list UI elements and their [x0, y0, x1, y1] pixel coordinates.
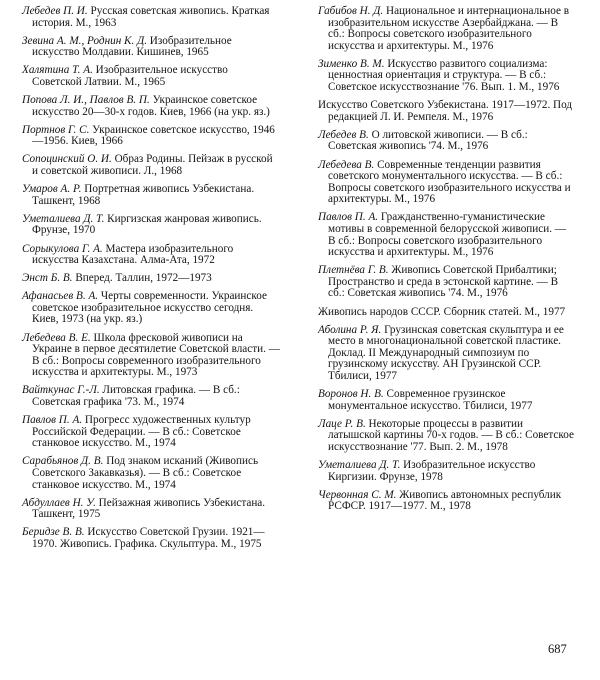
entry-title: Изобразительное искусство Советской Латвии. М., 1965 — [32, 64, 228, 88]
entry-author: Габибов Н. Д. — [318, 5, 384, 17]
bibliography-entry — [22, 333, 280, 379]
entry-author: Воронов Н. В. — [318, 388, 384, 401]
entry-author: Лаце Р. В. — [318, 417, 366, 430]
entry-author: Афанасьев В. А. — [22, 290, 99, 303]
entry-title: Прогресс художественных культур Российской Федерации. — В сб.: Советское станковое искусство. М., 1974 — [32, 414, 251, 450]
bibliography-entry — [318, 419, 576, 454]
entry-author: Уметалиева Д. Т. — [318, 459, 401, 472]
entry-author: Попова Л. И., Павлов В. П. — [22, 94, 150, 107]
bibliography-entry — [22, 291, 280, 326]
entry-title: Киргизская жанровая живопись. Фрунзе, 1970 — [32, 212, 262, 237]
entry-title: Мастера изобразительного искусства Казахстана. Алма-Ата, 1972 — [32, 242, 234, 267]
entry-title: Под знаком исканий (Живопись Советского Закавказья). — В сб.: Советское станковое искусство. М., 1974 — [32, 455, 259, 491]
entry-author: Плетнёва Г. В. — [318, 264, 389, 277]
bibliography-entry — [318, 130, 576, 153]
bibliography-entry — [318, 325, 576, 383]
bibliography-left-column — [22, 6, 280, 557]
entry-title: Литовская графика. — В сб.: Советская графика '73. М., 1974 — [32, 384, 240, 409]
entry-author: Лебедева В. Е. — [22, 331, 91, 344]
entry-author: Вайткунас Г.-Л. — [22, 384, 100, 397]
bibliography-entry — [318, 160, 576, 206]
bibliography-entry — [318, 59, 576, 94]
entry-title: Грузинская советская скульптура и ее место в многонациональной советской пластике. Доклад. II Международный симпозиум по грузинскому искусству. АН Грузинской ССР. Тбилиси, 1977 — [328, 323, 564, 383]
entry-author: Умаров А. Р. — [22, 183, 82, 196]
entry-title: Русская советская живопись. Краткая история. М., 1963 — [32, 5, 270, 29]
entry-title: Портретная живопись Узбекистана. Ташкент, 1968 — [32, 183, 255, 207]
entry-title: Пейзажная живопись Узбекистана. Ташкент, 1975 — [32, 496, 266, 521]
bibliography-entry — [22, 6, 280, 29]
entry-title: Черты современности. Украинское советское изобразительное искусство сегодня. Киев, 1973 (на укр. яз.) — [32, 290, 267, 326]
entry-author: Халятина Т. А. — [22, 64, 93, 77]
bibliography-entry — [318, 6, 576, 52]
bibliography-entry — [22, 214, 280, 237]
bibliography-entry — [22, 36, 280, 59]
entry-author: Червонная С. М. — [318, 488, 397, 501]
entry-title: Гражданственно-гуманистические мотивы в современной белорусской живописи. — В сб.: Вопросы советского изобразительного искусства и архитектуры. М., 1976 — [328, 211, 567, 259]
bibliography-entry — [22, 125, 280, 148]
bibliography-entry — [22, 95, 280, 118]
entry-title: Современное грузинское монументальное искусство. Тбилиси, 1977 — [328, 388, 533, 412]
entry-title: Образ Родины. Пейзаж в русской и советской живописи. Л., 1968 — [32, 153, 273, 178]
entry-title: Украинское советское искусство, 1946—1956. Киев, 1966 — [32, 123, 275, 148]
bibliography-entry — [22, 65, 280, 88]
bibliography-entry — [318, 460, 576, 483]
entry-author: Павлов П. А. — [22, 414, 83, 427]
bibliography-entry — [318, 389, 576, 412]
entry-author: Сорыкулова Г. А. — [22, 242, 103, 255]
entry-title: Некоторые процессы в развитии латышской картины 70-х годов. — В сб.: Советское искусствознание '77. Вып. 2. М., 1978 — [328, 417, 574, 453]
entry-author: Лебедев В. — [318, 128, 369, 141]
entry-author: Уметалиева Д. Т. — [22, 212, 105, 225]
entry-author: Лебедева В. — [318, 158, 375, 171]
bibliography-entry — [22, 273, 280, 285]
bibliography-entry — [22, 385, 280, 408]
entry-title: Изобразительное искусство Киргизии. Фрунзе, 1978 — [328, 459, 536, 483]
entry-title: Живопись автономных республик РСФСР. 1917—1977. М., 1978 — [328, 488, 562, 513]
bibliography-entry — [22, 498, 280, 521]
bibliography-entry — [22, 415, 280, 450]
bibliography-entry — [318, 212, 576, 258]
entry-title: Школа фресковой живописи на Украине в первое десятилетие Советской власти. — В сб.: Вопросы современного изобразительного искусства и архитектуры. М., 1973 — [32, 331, 280, 379]
bibliography-entry — [318, 265, 576, 300]
bibliography-entry — [318, 490, 576, 513]
bibliography-entry — [22, 456, 280, 491]
entry-title: Украинское советское искусство 20—30-х годов. Киев, 1966 (на укр. яз.) — [32, 94, 270, 118]
bibliography-entry — [318, 307, 576, 319]
entry-author: Абдуллаев Н. У. — [22, 496, 96, 509]
entry-author: Зименко В. М. — [318, 57, 385, 70]
entry-title: Живопись Советской Прибалтики; Пространство и среда в эстонской картине. — В сб.: Советская живопись '74. М., 1976 — [328, 264, 559, 300]
entry-title: О литовской живописи. — В сб.: Советская живопись '74. М., 1976 — [328, 128, 528, 153]
entry-title: Национальное и интернациональное в изобразительном искусстве Азербайджана. — В сб.: Вопросы советского изобразительного искусства и архитектуры. М., 1976 — [328, 5, 570, 52]
bibliography-entry — [22, 184, 280, 207]
entry-title: Живопись народов СССР. Сборник статей. М., 1977 — [318, 305, 566, 318]
entry-author: Энст Б. В. — [22, 272, 73, 285]
entry-author: Павлов П. А. — [318, 211, 379, 224]
entry-author: Беридзе В. В. — [22, 526, 85, 539]
bibliography-entry — [318, 100, 576, 123]
entry-author: Портнов Г. С. — [22, 123, 90, 136]
entry-author: Сопоцинский О. И. — [22, 153, 112, 166]
entry-title: Искусство Советского Узбекистана. 1917—1972. Под редакцией Л. И. Ремпеля. М., 1976 — [318, 99, 573, 123]
entry-title: Искусство Советской Грузии. 1921—1970. Живопись. Графика. Скульптура. М., 1975 — [32, 526, 265, 550]
entry-title: Изобразительное искусство Молдавии. Кишинев, 1965 — [32, 34, 232, 59]
bibliography-entry — [22, 527, 280, 550]
bibliography-right-column — [318, 6, 576, 519]
entry-author: Сарабьянов Д. В. — [22, 455, 104, 468]
entry-author: Аболина Р. Я. — [318, 323, 382, 336]
entry-title: Современные тенденции развития советского монументального искусства. — В сб.: Вопросы советского изобразительного искусства и архитектуры. М., 1976 — [328, 158, 571, 206]
entry-title: Искусство развитого социализма: ценностная ориентация и структура. — В сб.: Советское искусствознание '76. Вып. 1. М., 1976 — [328, 57, 560, 94]
bibliography-entry — [22, 244, 280, 267]
entry-author: Лебедев П. И. — [22, 5, 88, 17]
page-number: 687 — [548, 642, 567, 656]
entry-author: Зевина А. М., Роднин К. Д. — [22, 34, 147, 47]
bibliography-entry — [22, 154, 280, 177]
entry-title: Вперед. Таллин, 1972—1973 — [75, 272, 212, 285]
